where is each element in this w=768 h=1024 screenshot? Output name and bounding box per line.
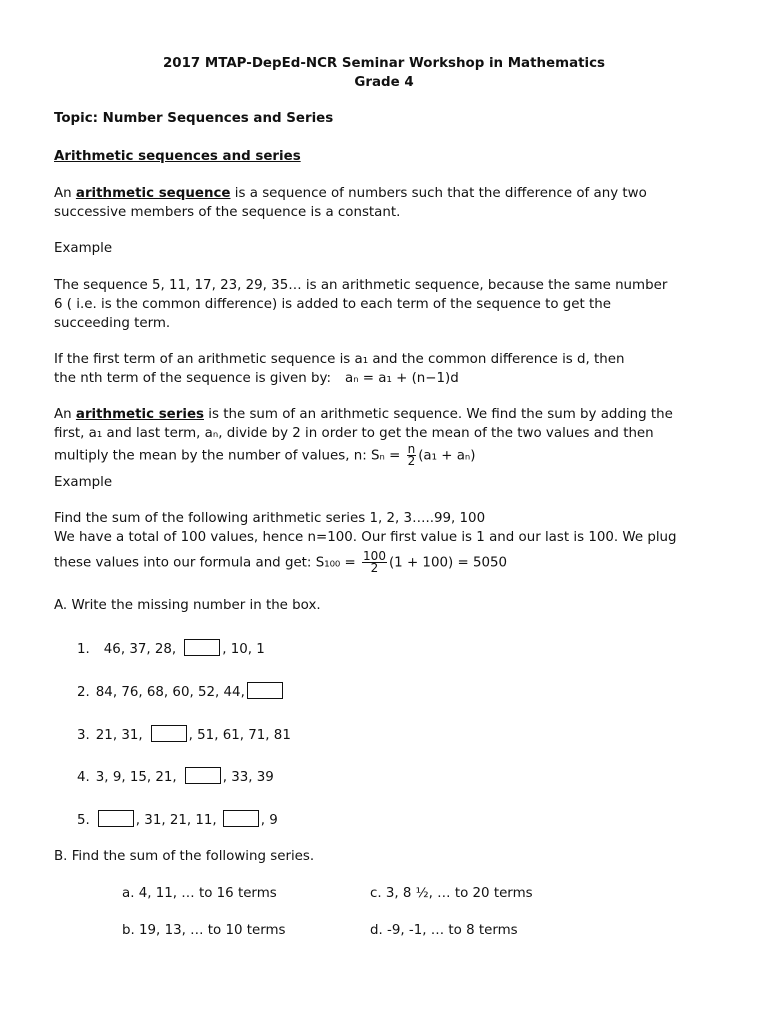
definition-line-2: successive members of the sequence is a constant.	[54, 205, 401, 220]
series-item-b: b. 19, 13, … to 10 terms	[122, 923, 286, 938]
example1-line-2: 6 ( i.e. is the common difference) is added to each term of the sequence to get the	[54, 297, 612, 312]
term-arithmetic-series: arithmetic series	[75, 407, 204, 422]
example2-line-1: Find the sum of the following arithmetic series 1, 2, 3…..99, 100	[54, 511, 486, 526]
question-row-3: 3. 21, 31, , 51, 61, 71, 81	[77, 725, 291, 745]
series-item-a: a. 4, 11, … to 16 terms	[122, 886, 277, 901]
example2-line-2: We have a total of 100 values, hence n=100. Our first value is 1 and our last is 100. We plug	[54, 530, 677, 545]
question-row-4: 4. 3, 9, 15, 21, , 33, 39	[77, 767, 274, 787]
series-def-line-2: first, a₁ and last term, aₙ, divide by 2 in order to get the mean of the two values and then	[54, 426, 654, 441]
answer-box-5a[interactable]	[98, 810, 134, 827]
topic-heading: Topic: Number Sequences and Series	[54, 111, 334, 126]
example-label-2: Example	[54, 475, 113, 490]
nth-term-formula: aₙ = a₁ + (n−1)d	[345, 371, 459, 386]
series-def-line-3: multiply the mean by the number of values, n: Sₙ = $\frac{n}{2}$ (a₁ + aₙ)	[54, 442, 476, 468]
question-row-1: 1. 46, 37, 28, , 10, 1	[77, 639, 265, 659]
series-item-d: d. -9, -1, … to 8 terms	[370, 923, 518, 938]
answer-box-2[interactable]	[247, 682, 283, 699]
series-item-c: c. 3, 8 ½, … to 20 terms	[370, 886, 533, 901]
answer-box-5b[interactable]	[223, 810, 259, 827]
grade-label: Grade 4	[354, 75, 414, 90]
section-title: Arithmetic sequences and series	[54, 149, 301, 164]
example-fraction: $\frac{100}{2}$	[363, 549, 386, 575]
example-label-1: Example	[54, 241, 113, 256]
question-row-2: 2. 84, 76, 68, 60, 52, 44,	[77, 682, 285, 702]
answer-box-3[interactable]	[151, 725, 187, 742]
example1-line-3: succeeding term.	[54, 316, 171, 331]
example1-line-1: The sequence 5, 11, 17, 23, 29, 35… is an arithmetic sequence, because the same number	[54, 278, 668, 293]
nth-term-line-1: If the first term of an arithmetic sequence is a₁ and the common difference is d, then	[54, 352, 625, 367]
sum-fraction: $\frac{n}{2}$	[407, 442, 416, 468]
series-def-line-1: An arithmetic series is the sum of an arithmetic sequence. We find the sum by adding the	[54, 407, 673, 422]
question-row-5: 5. , 31, 21, 11, , 9	[77, 810, 278, 830]
answer-box-4[interactable]	[185, 767, 221, 784]
document-title: 2017 MTAP-DepEd-NCR Seminar Workshop in Mathematics	[162, 56, 606, 71]
nth-term-line-2: the nth term of the sequence is given by: aₙ = a₁ + (n−1)d	[54, 371, 459, 386]
example2-line-3: these values into our formula and get: S₁₀₀ = $\frac{100}{2}$ (1 + 100) = 5050	[54, 549, 508, 575]
part-a-instruction: A. Write the missing number in the box.	[54, 598, 321, 613]
answer-box-1[interactable]	[184, 639, 220, 656]
definition-line-1: An arithmetic sequence is a sequence of numbers such that the difference of any two	[54, 186, 647, 201]
term-arithmetic-sequence: arithmetic sequence	[75, 186, 231, 201]
part-b-instruction: B. Find the sum of the following series.	[54, 849, 315, 864]
